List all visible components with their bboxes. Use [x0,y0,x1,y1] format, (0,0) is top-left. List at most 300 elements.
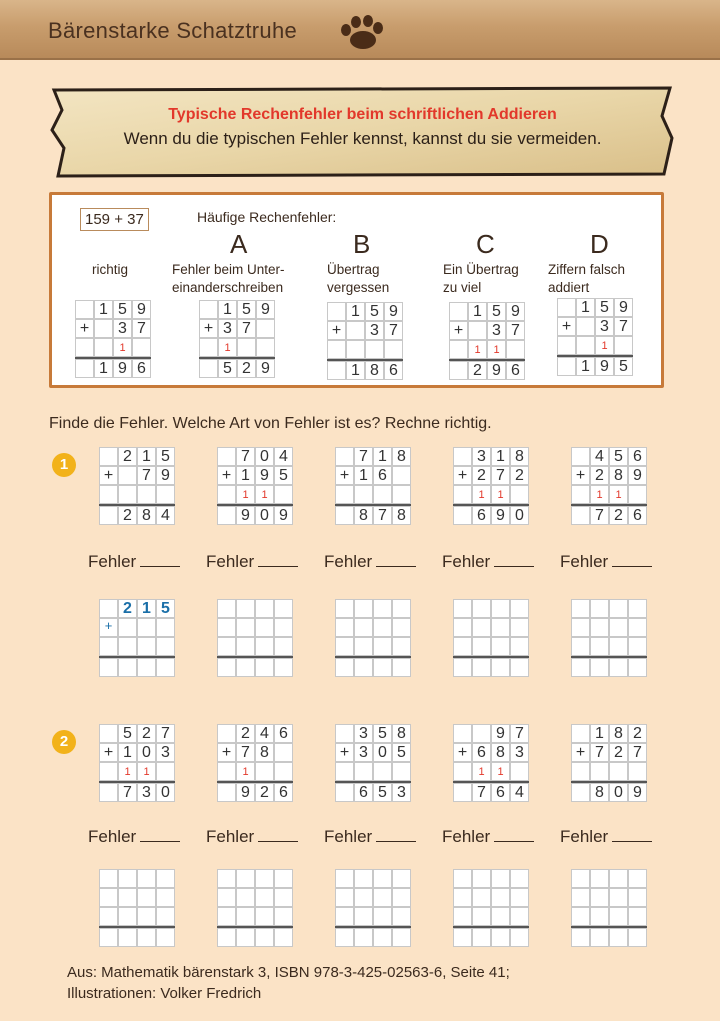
sum-digit: 6 [274,783,293,802]
answer-cell[interactable] [373,637,392,656]
task-1-fehler-1[interactable]: Fehler [88,552,180,572]
bear-paw-icon [336,12,386,52]
addend-2-digit: 8 [491,743,510,762]
answer-cell[interactable] [373,907,392,926]
answer-cell[interactable] [373,888,392,907]
carry-digit [132,338,151,357]
answer-cell[interactable] [118,907,137,926]
carry-digit [614,336,633,355]
answer-cell[interactable] [472,599,491,618]
answer-cell[interactable] [491,888,510,907]
carry-digit: 1 [590,485,609,504]
carry-digit: 1 [609,485,628,504]
answer-cell[interactable] [571,637,590,656]
sum-line [217,504,293,506]
answer-cell[interactable] [274,888,293,907]
answer-cell[interactable] [628,637,647,656]
answer-cell[interactable] [118,618,137,637]
answer-cell[interactable] [274,658,293,677]
carry-digit: 1 [137,762,156,781]
answer-cell[interactable] [571,907,590,926]
answer-cell[interactable] [571,928,590,947]
task-2-fehler-2[interactable]: Fehler [206,827,298,847]
sum-digit: 9 [274,506,293,525]
answer-cell[interactable] [491,658,510,677]
sum-digit: 4 [156,506,175,525]
answer-cell[interactable] [510,637,529,656]
plus-sign: + [449,321,468,340]
answer-cell[interactable] [609,869,628,888]
sum-digit: 9 [256,359,275,378]
answer-cell[interactable] [510,928,529,947]
answer-cell[interactable] [510,907,529,926]
task-2-badge: 2 [52,730,76,754]
answer-cell[interactable] [236,907,255,926]
answer-cell[interactable] [354,888,373,907]
answer-cell[interactable] [453,907,472,926]
answer-cell[interactable] [236,928,255,947]
answer-cell[interactable] [99,907,118,926]
sum-line [99,926,175,928]
answer-cell[interactable] [354,928,373,947]
answer-cell[interactable] [609,618,628,637]
answer-cell[interactable] [373,869,392,888]
answer-cell[interactable] [491,928,510,947]
answer-cell[interactable] [335,618,354,637]
addend-1-digit: 1 [468,302,487,321]
task-1-fehler-4[interactable]: Fehler [442,552,534,572]
sum-digit [449,361,468,380]
sum-digit: 9 [236,783,255,802]
task-1-fehler-2[interactable]: Fehler [206,552,298,572]
plus-sign: + [335,466,354,485]
answer-cell[interactable] [472,928,491,947]
answer-cell[interactable] [628,618,647,637]
answer-cell[interactable] [255,869,274,888]
sum-digit: 0 [510,506,529,525]
task-1-fehler-3[interactable]: Fehler [324,552,416,572]
sum-digit: 6 [384,361,403,380]
sum-line [557,355,633,357]
answer-cell[interactable] [137,637,156,656]
answer-cell[interactable] [373,928,392,947]
sum-digit: 7 [472,783,491,802]
sum-digit: 6 [472,506,491,525]
carry-digit [75,338,94,357]
answer-cell[interactable]: 5 [156,599,175,618]
addend-2-digit: 8 [609,466,628,485]
addend-1-digit: 9 [506,302,525,321]
answer-cell[interactable] [137,618,156,637]
answer-cell[interactable] [118,869,137,888]
carry-digit: 1 [472,762,491,781]
page-header [0,0,720,60]
carry-digit: 1 [468,340,487,359]
answer-cell[interactable] [453,618,472,637]
error-letter-a: A [230,229,248,259]
answer-cell[interactable] [472,888,491,907]
answer-cell[interactable]: + [99,618,118,637]
answer-cell[interactable] [255,637,274,656]
task-2-fehler-1[interactable]: Fehler [88,827,180,847]
error-letter-c: C [476,229,495,259]
answer-cell[interactable] [609,928,628,947]
carry-digit [365,340,384,359]
addend-1-digit: 4 [274,447,293,466]
sum-digit [327,361,346,380]
answer-cell[interactable] [392,637,411,656]
answer-cell[interactable] [571,888,590,907]
answer-cell[interactable] [571,869,590,888]
sum-line [217,656,293,658]
answer-cell[interactable] [118,928,137,947]
answer-cell[interactable] [373,618,392,637]
answer-cell[interactable] [99,928,118,947]
addend-2-digit: 2 [590,466,609,485]
addend-1-digit [557,298,576,317]
plus-sign: + [217,743,236,762]
sum-digit: 6 [628,506,647,525]
addend-1-digit: 2 [137,724,156,743]
answer-cell[interactable] [590,888,609,907]
sum-digit [199,359,218,378]
addend-1-digit: 5 [609,447,628,466]
answer-cell[interactable] [255,907,274,926]
answer-cell[interactable] [156,618,175,637]
answer-cell[interactable] [156,928,175,947]
answer-cell[interactable] [255,618,274,637]
task-instruction: Finde die Fehler. Welche Art von Fehler ist es? Rechne richtig. [49,415,492,432]
answer-cell[interactable] [354,637,373,656]
sum-digit: 0 [609,783,628,802]
answer-cell[interactable] [628,888,647,907]
sum-line [449,359,525,361]
addend-1-digit: 7 [510,724,529,743]
answer-cell[interactable] [354,869,373,888]
carry-digit [628,485,647,504]
addend-1-digit: 4 [255,724,274,743]
sum-digit: 3 [137,783,156,802]
answer-cell[interactable] [590,928,609,947]
answer-cell[interactable] [628,658,647,677]
answer-cell[interactable] [472,637,491,656]
answer-cell[interactable] [510,869,529,888]
answer-cell[interactable] [99,869,118,888]
carry-digit [274,762,293,781]
answer-cell[interactable] [274,618,293,637]
addend-2-digit: 3 [218,319,237,338]
sum-line [99,781,175,783]
carry-digit [392,762,411,781]
answer-cell[interactable] [274,869,293,888]
addend-2-digit [94,319,113,338]
answer-cell[interactable] [590,907,609,926]
answer-cell[interactable] [217,888,236,907]
task-2-fehler-5[interactable]: Fehler [560,827,652,847]
error-types-box [49,192,664,388]
addend-2-digit: 7 [237,319,256,338]
answer-cell[interactable]: 2 [118,599,137,618]
answer-cell[interactable] [274,928,293,947]
answer-cell[interactable] [609,599,628,618]
addend-1-digit [99,724,118,743]
addend-2-digit: 3 [354,743,373,762]
sum-digit [557,357,576,376]
page-title: Bärenstarke Schatztruhe [48,18,298,43]
answer-cell[interactable] [354,658,373,677]
answer-cell[interactable] [99,888,118,907]
answer-cell[interactable] [255,928,274,947]
answer-cell[interactable] [236,618,255,637]
answer-cell[interactable] [255,888,274,907]
answer-cell[interactable] [217,907,236,926]
addend-1-digit: 5 [118,724,137,743]
sum-digit: 1 [346,361,365,380]
answer-cell[interactable] [453,658,472,677]
carry-digit [392,485,411,504]
carry-digit: 1 [595,336,614,355]
answer-cell[interactable] [354,599,373,618]
answer-cell[interactable] [255,658,274,677]
carry-digit [199,338,218,357]
addend-1-digit: 9 [132,300,151,319]
answer-cell[interactable] [628,907,647,926]
answer-cell[interactable] [510,599,529,618]
addend-1-digit [335,447,354,466]
answer-cell[interactable] [571,658,590,677]
answer-cell[interactable] [510,618,529,637]
answer-cell[interactable] [217,618,236,637]
answer-cell[interactable] [571,599,590,618]
answer-cell[interactable] [156,869,175,888]
sum-digit: 1 [576,357,595,376]
answer-cell[interactable]: 1 [137,599,156,618]
answer-cell[interactable] [137,907,156,926]
addend-1-digit: 3 [472,447,491,466]
answer-cell[interactable] [236,599,255,618]
answer-cell[interactable] [590,599,609,618]
answer-cell[interactable] [217,928,236,947]
sum-digit: 6 [354,783,373,802]
answer-cell[interactable] [590,658,609,677]
sum-digit [335,506,354,525]
addend-1-digit: 7 [156,724,175,743]
sum-digit [453,783,472,802]
answer-cell[interactable] [392,618,411,637]
addend-1-digit: 7 [354,447,373,466]
answer-cell[interactable] [628,599,647,618]
carry-digit [335,762,354,781]
answer-cell[interactable] [118,658,137,677]
common-errors-label: Häufige Rechenfehler: [197,209,337,225]
answer-cell[interactable] [236,888,255,907]
sum-line [335,656,411,658]
task-2-fehler-4[interactable]: Fehler [442,827,534,847]
answer-cell[interactable] [118,637,137,656]
carry-digit [94,338,113,357]
addend-1-digit [453,724,472,743]
answer-cell[interactable] [156,888,175,907]
addend-1-digit: 1 [491,447,510,466]
banner-title: Typische Rechenfehler beim schriftlichen Addieren [168,106,557,123]
answer-cell[interactable] [335,907,354,926]
answer-cell[interactable] [274,599,293,618]
answer-cell[interactable] [335,637,354,656]
addend-2-digit: 3 [487,321,506,340]
addend-1-digit [217,724,236,743]
answer-cell[interactable] [99,599,118,618]
answer-cell[interactable] [392,888,411,907]
answer-cell[interactable] [99,658,118,677]
sum-digit [571,506,590,525]
answer-cell[interactable] [118,888,137,907]
addend-2-digit: 3 [595,317,614,336]
answer-cell[interactable] [335,888,354,907]
addend-2-digit: 1 [354,466,373,485]
answer-cell[interactable] [373,599,392,618]
carry-digit [99,762,118,781]
answer-cell[interactable] [392,907,411,926]
sum-digit: 2 [255,783,274,802]
addend-2-digit [256,319,275,338]
sum-digit: 9 [236,506,255,525]
addend-2-digit: 5 [274,466,293,485]
answer-cell[interactable] [236,637,255,656]
answer-cell[interactable] [392,658,411,677]
sum-digit [335,783,354,802]
answer-cell[interactable] [354,618,373,637]
answer-cell[interactable] [156,658,175,677]
addend-2-digit: 3 [156,743,175,762]
answer-cell[interactable] [453,928,472,947]
answer-cell[interactable] [274,637,293,656]
carry-digit: 1 [255,485,274,504]
answer-cell[interactable] [590,869,609,888]
answer-cell[interactable] [609,658,628,677]
answer-cell[interactable] [628,869,647,888]
sum-line [199,357,275,359]
addend-2-digit: 7 [137,466,156,485]
answer-cell[interactable] [491,637,510,656]
answer-cell[interactable] [609,907,628,926]
answer-cell[interactable] [472,907,491,926]
answer-cell[interactable] [255,599,274,618]
answer-cell[interactable] [217,869,236,888]
carry-digit [354,762,373,781]
carry-digit: 1 [118,762,137,781]
answer-cell[interactable] [491,869,510,888]
answer-cell[interactable] [491,599,510,618]
addend-1-digit [571,447,590,466]
sum-digit: 0 [255,506,274,525]
answer-cell[interactable] [590,618,609,637]
answer-cell[interactable] [335,658,354,677]
plus-sign: + [557,317,576,336]
addend-1-digit [472,724,491,743]
answer-cell[interactable] [392,599,411,618]
answer-cell[interactable] [392,869,411,888]
answer-cell[interactable] [236,658,255,677]
sum-digit: 5 [614,357,633,376]
sum-digit: 7 [118,783,137,802]
answer-cell[interactable] [392,928,411,947]
addend-2-digit [468,321,487,340]
answer-cell[interactable] [571,618,590,637]
addend-1-digit [199,300,218,319]
carry-digit [453,762,472,781]
answer-cell[interactable] [137,928,156,947]
answer-cell[interactable] [472,658,491,677]
answer-cell[interactable] [472,618,491,637]
answer-cell[interactable] [491,907,510,926]
answer-cell[interactable] [628,928,647,947]
answer-cell[interactable] [156,907,175,926]
footer-line-2: Illustrationen: Volker Fredrich [67,985,262,1002]
sum-line [217,926,293,928]
answer-cell[interactable] [137,888,156,907]
task-1-fehler-5[interactable]: Fehler [560,552,652,572]
answer-cell[interactable] [99,637,118,656]
sum-digit: 9 [628,783,647,802]
answer-cell[interactable] [236,869,255,888]
answer-cell[interactable] [510,888,529,907]
addend-1-digit: 6 [274,724,293,743]
task-2-fehler-3[interactable]: Fehler [324,827,416,847]
addend-1-digit: 9 [614,298,633,317]
answer-cell[interactable] [453,869,472,888]
answer-cell[interactable] [491,618,510,637]
carry-digit [506,340,525,359]
answer-cell[interactable] [472,869,491,888]
answer-cell[interactable] [137,869,156,888]
answer-cell[interactable] [156,637,175,656]
answer-cell[interactable] [217,599,236,618]
carry-digit: 1 [236,485,255,504]
sum-line [335,504,411,506]
answer-cell[interactable] [453,637,472,656]
addend-1-digit: 3 [354,724,373,743]
answer-cell[interactable] [609,637,628,656]
sum-digit: 0 [156,783,175,802]
answer-cell[interactable] [590,637,609,656]
answer-cell[interactable] [453,888,472,907]
answer-cell[interactable] [354,907,373,926]
answer-cell[interactable] [335,928,354,947]
addend-1-digit: 8 [510,447,529,466]
addend-1-digit: 5 [156,447,175,466]
addend-2-digit: 0 [137,743,156,762]
sum-digit: 8 [354,506,373,525]
carry-digit [217,485,236,504]
answer-cell[interactable] [335,869,354,888]
carry-digit [510,762,529,781]
answer-cell[interactable] [137,658,156,677]
answer-cell[interactable] [217,637,236,656]
answer-cell[interactable] [217,658,236,677]
addend-1-digit: 5 [373,724,392,743]
answer-cell[interactable] [609,888,628,907]
answer-cell[interactable] [453,599,472,618]
addend-1-digit: 1 [590,724,609,743]
addend-1-digit: 9 [491,724,510,743]
carry-digit: 1 [236,762,255,781]
answer-cell[interactable] [335,599,354,618]
answer-cell[interactable] [274,907,293,926]
answer-cell[interactable] [373,658,392,677]
addend-1-digit [335,724,354,743]
answer-cell[interactable] [510,658,529,677]
carry-digit [628,762,647,781]
